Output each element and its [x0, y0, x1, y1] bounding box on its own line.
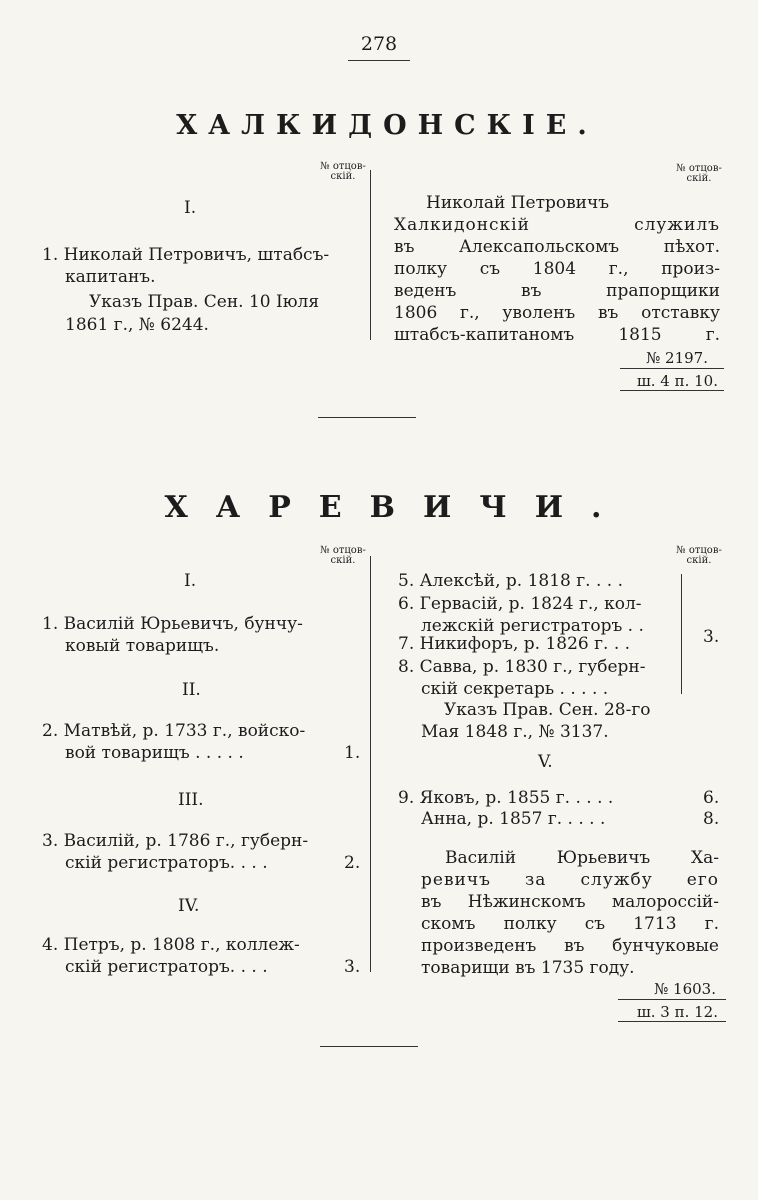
page-number: 278	[360, 33, 398, 55]
section2-ref-location: ш. 3 п. 12.	[636, 1003, 718, 1021]
section2-right-col-header: № отцов- скій.	[676, 545, 722, 566]
entry-4-line2: скій регистраторъ. . . .	[65, 957, 268, 977]
entry-1-line2: ковый товарищъ.	[65, 636, 220, 656]
section1-entry-1-line2: капитанъ.	[65, 267, 156, 287]
entry-8-line2: скій секретарь . . . . .	[421, 679, 609, 699]
summary-line: скомъ полку съ 1713 г.	[421, 914, 719, 934]
summary-line: Халкидонскій служилъ	[394, 215, 720, 235]
entry-9-number: 6.	[703, 788, 720, 808]
summary-line: веденъ въ прапорщики	[394, 281, 720, 301]
section-divider	[318, 417, 416, 418]
summary-line: въ Алексапольскомъ пѣхот.	[394, 237, 720, 257]
entry-4-line1: 4. Петръ, р. 1808 г., коллеж-	[42, 935, 300, 955]
summary-line: 1806 г., уволенъ въ отставку	[394, 303, 720, 323]
section2-title: ХАРЕВИЧИ.	[164, 490, 630, 525]
group-brace	[681, 574, 682, 694]
section1-entry-1-line1: 1. Николай Петровичъ, штабсъ-	[42, 245, 330, 265]
entry-3-line1: 3. Василій, р. 1786 г., губерн-	[42, 831, 309, 851]
section1-left-col-header: № отцов- скій.	[320, 161, 366, 182]
summary-line: полку съ 1804 г., произ-	[394, 259, 720, 279]
section1-ref-rule-bottom	[620, 390, 724, 391]
section1-roman-1: I.	[184, 198, 197, 218]
section1-column-rule	[370, 170, 371, 340]
entry-3-number: 2.	[344, 853, 361, 873]
entry-9: 9. Яковъ, р. 1855 г. . . . .	[398, 788, 614, 808]
section1-ref-number: № 2197.	[646, 349, 708, 367]
end-divider	[320, 1046, 418, 1047]
section2-roman-5: V.	[538, 752, 553, 772]
section2-summary	[421, 847, 719, 979]
section1-title: ХАЛКИДОНСКІЕ.	[176, 110, 598, 141]
section1-ref-rule	[620, 368, 724, 369]
summary-line: произведенъ въ бунчуковые	[421, 936, 719, 956]
section2-ref-rule-bottom	[618, 1021, 726, 1022]
section2-ref-rule	[618, 999, 726, 1000]
entry-10-number: 8.	[703, 809, 720, 829]
entry-3-line2: скій регистраторъ. . . .	[65, 853, 268, 873]
summary-line: Василій Юрьевичъ Ха-	[445, 848, 719, 868]
section1-summary	[394, 192, 720, 346]
section2-roman-2: II.	[182, 680, 201, 700]
section1-decree-line1: Указъ Прав. Сен. 10 Іюля	[89, 292, 320, 312]
section2-decree-line1: Указъ Прав. Сен. 28-го	[444, 700, 651, 720]
group-number: 3.	[703, 627, 720, 647]
summary-line: ревичъ за службу его	[421, 870, 719, 890]
entry-4-number: 3.	[344, 957, 361, 977]
entry-1-line1: 1. Василій Юрьевичъ, бунчу-	[42, 614, 303, 634]
section1-right-col-header: № отцов- скій.	[676, 163, 722, 184]
entry-2-line2: вой товарищъ . . . . .	[65, 743, 244, 763]
entry-5: 5. Алексѣй, р. 1818 г. . . .	[398, 571, 623, 591]
section2-decree-line2: Мая 1848 г., № 3137.	[421, 722, 609, 742]
page-number-rule	[348, 60, 410, 61]
section2-roman-1: I.	[184, 571, 197, 591]
entry-2-number: 1.	[344, 743, 361, 763]
section2-column-rule	[370, 556, 371, 972]
entry-7: 7. Никифоръ, р. 1826 г. . .	[398, 634, 631, 654]
section2-left-col-header: № отцов- скій.	[320, 545, 366, 566]
entry-8-line1: 8. Савва, р. 1830 г., губерн-	[398, 657, 646, 677]
section1-decree-line2: 1861 г., № 6244.	[65, 315, 209, 335]
summary-line: товарищи въ 1735 году.	[421, 958, 635, 978]
entry-2-line1: 2. Матвѣй, р. 1733 г., войско-	[42, 721, 306, 741]
section2-ref-number: № 1603.	[654, 980, 716, 998]
section1-ref-location: ш. 4 п. 10.	[636, 372, 718, 390]
summary-line: Николай Петровичъ	[426, 193, 610, 213]
entry-10: Анна, р. 1857 г. . . . .	[421, 809, 606, 829]
entry-6-line1: 6. Гервасій, р. 1824 г., кол-	[398, 594, 642, 614]
summary-line: штабсъ-капитаномъ 1815 г.	[394, 325, 720, 345]
section2-roman-4: IV.	[178, 896, 200, 916]
summary-line: въ Нѣжинскомъ малороссій-	[421, 892, 719, 912]
section2-roman-3: III.	[178, 790, 204, 810]
entry-6-line2: лежскій регистраторъ . .	[421, 616, 644, 636]
